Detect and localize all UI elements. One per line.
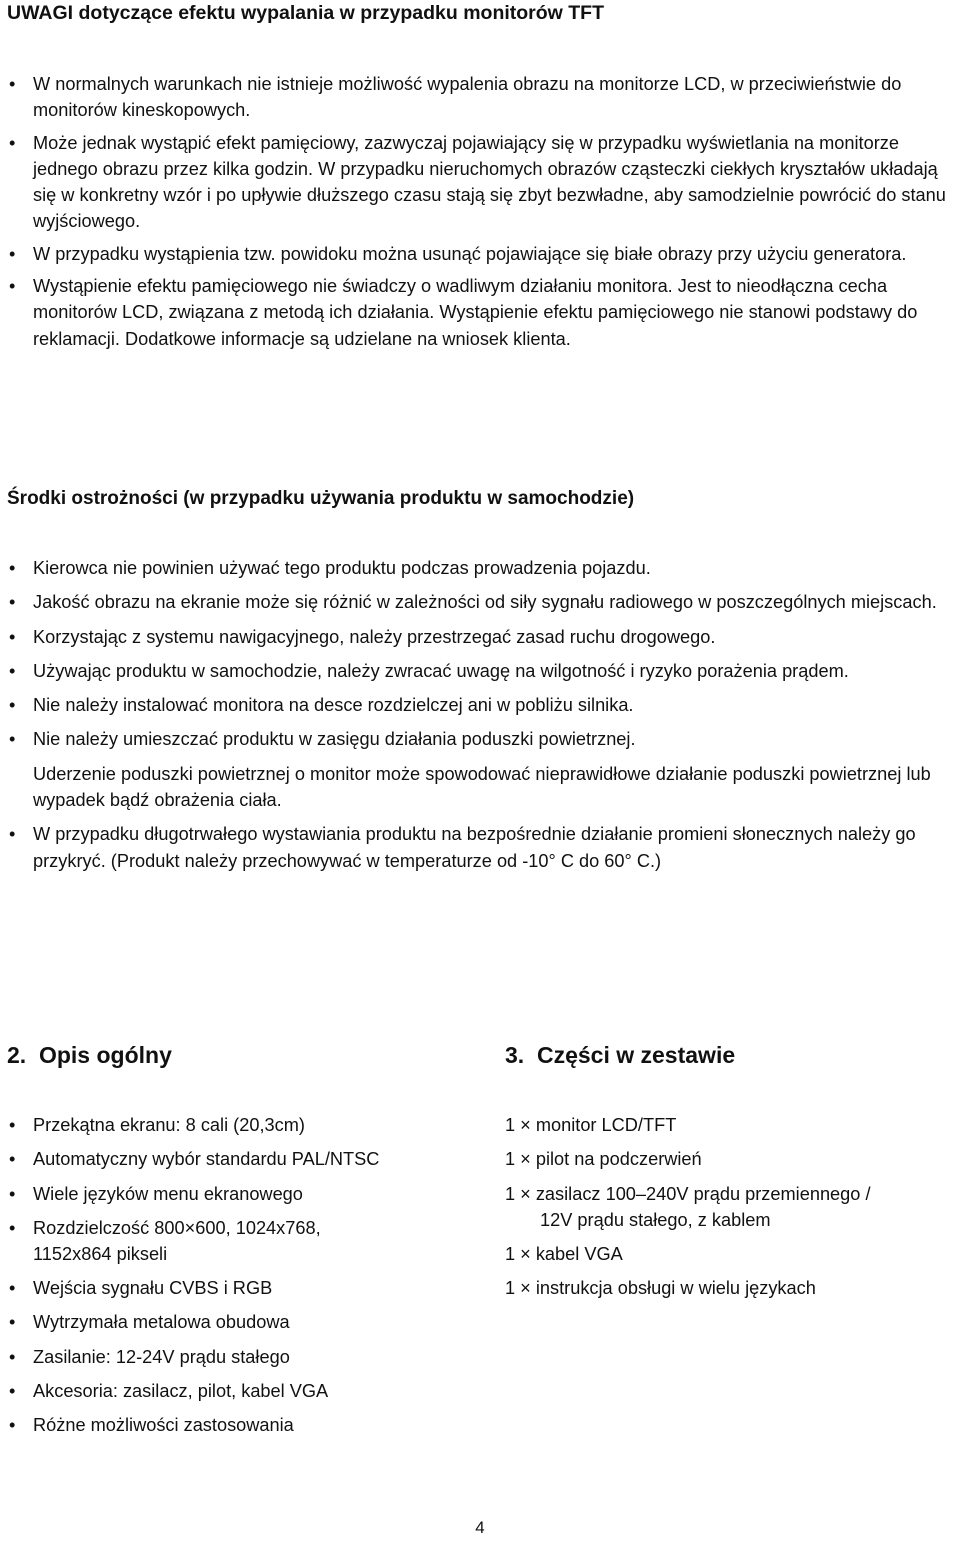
section-title-package-contents: 3. Części w zestawie [505, 1042, 736, 1068]
list-item: • Może jednak wystąpić efekt pamięciowy, zazwyczaj pojawiający się w przypadku wyświetlania na monitorze jednego obrazu przez kilka godzin. W przypadku nieruchomych obrazów cząsteczki ciekłych kryształów układają się w konkretny wzór i po upływie dłuższego czasu stają się zbyt bezwładne, aby samodzielnie powrócić do stanu wyjściowego. [7, 130, 952, 235]
list-item: 1 × instrukcja obsługi w wielu językach [505, 1278, 816, 1299]
bullet-icon: • [9, 74, 16, 94]
bullet-icon: • [9, 1149, 16, 1170]
bullet-icon: • [9, 1346, 16, 1367]
bullet-icon: • [9, 243, 16, 264]
list-item: • Przekątna ekranu: 8 cali (20,3cm) [7, 1112, 447, 1138]
list-item: • Wystąpienie efektu pamięciowego nie świadczy o wadliwym działaniu monitora. Jest to nieodłączna cecha monitorów LCD, związana z metodą ich działania. Wystąpienie efektu pamięciowego nie stanowi podstawy do reklamacji. Dodatkowe informacje są udzielane na wniosek klienta. [7, 273, 952, 352]
list-item: • Wejścia sygnału CVBS i RGB [7, 1275, 447, 1301]
bullet-icon: • [9, 626, 16, 647]
package-contents-list [505, 1112, 955, 1309]
bullet-icon: • [9, 824, 16, 845]
bullet-icon: • [9, 729, 16, 750]
list-item: • Nie należy instalować monitora na desce rozdzielczej ani w pobliżu silnika. [7, 692, 957, 718]
list-item-continuation: Uderzenie poduszki powietrznej o monitor może spowodować nieprawidłowe działanie poduszki powietrznej lub wypadek bądź obrażenia ciała. [33, 763, 931, 811]
list-item: • Używając produktu w samochodzie, należy zwracać uwagę na wilgotność i ryzyko porażenia prądem. [7, 658, 957, 684]
bullet-icon: • [9, 1115, 16, 1135]
list-item: • Różne możliwości zastosowania [7, 1412, 447, 1438]
list-item: • Kierowca nie powinien używać tego produktu podczas prowadzenia pojazdu. [7, 555, 957, 581]
bullet-icon: • [9, 1183, 16, 1204]
bullet-icon: • [9, 558, 16, 578]
list-item: • W normalnych warunkach nie istnieje możliwość wypalenia obrazu na monitorze LCD, w przeciwieństwie do monitorów kineskopowych. [7, 71, 952, 124]
list-item: • Akcesoria: zasilacz, pilot, kabel VGA [7, 1378, 447, 1404]
general-description-list [7, 1112, 447, 1447]
burn-in-notes-list [7, 71, 952, 358]
list-item: • Automatyczny wybór standardu PAL/NTSC [7, 1146, 447, 1172]
list-item: 1 × kabel VGA [505, 1243, 623, 1264]
list-item: • W przypadku długotrwałego wystawiania produktu na bezpośrednie działanie promieni słonecznych należy go przykryć. (Produkt należy przechowywać w temperaturze od -10° C do 60° C.) [7, 821, 957, 874]
bullet-icon: • [9, 1415, 16, 1436]
list-item: 1 × zasilacz 100–240V prądu przemiennego / [505, 1183, 871, 1204]
bullet-icon: • [9, 1381, 16, 1402]
list-item: 1 × pilot na podczerwień [505, 1149, 702, 1170]
list-item: • Nie należy umieszczać produktu w zasięgu działania poduszki powietrznej. [7, 726, 957, 752]
bullet-icon: • [9, 276, 16, 297]
list-item: • W przypadku wystąpienia tzw. powidoku można usunąć pojawiające się białe obrazy przy użyciu generatora. [7, 241, 952, 267]
list-item: • Zasilanie: 12-24V prądu stałego [7, 1344, 447, 1370]
list-item: • Korzystając z systemu nawigacyjnego, należy przestrzegać zasad ruchu drogowego. [7, 624, 957, 650]
list-item: • Rozdzielczość 800×600, 1024x768, 1152x864 pikseli [7, 1215, 393, 1267]
bullet-icon: • [9, 1278, 16, 1299]
list-item: • Wiele języków menu ekranowego [7, 1181, 447, 1207]
bullet-icon: • [9, 695, 16, 716]
bullet-icon: • [9, 132, 16, 153]
bullet-icon: • [9, 1312, 16, 1333]
section-title-burn-in: UWAGI dotyczące efektu wypalania w przypadku monitorów TFT [7, 2, 605, 24]
section-title-car-precautions: Środki ostrożności (w przypadku używania produktu w samochodzie) [7, 488, 635, 509]
list-item: 1 × monitor LCD/TFT [505, 1115, 677, 1135]
list-item: • Wytrzymała metalowa obudowa [7, 1309, 447, 1335]
page-number: 4 [475, 1518, 485, 1537]
list-item: • Jakość obrazu na ekranie może się różnić w zależności od siły sygnału radiowego w poszczególnych miejscach. [7, 589, 957, 615]
bullet-icon: • [9, 592, 16, 613]
car-precautions-list [7, 555, 957, 882]
section-title-general-description: 2. Opis ogólny [7, 1042, 172, 1068]
bullet-icon: • [9, 1217, 16, 1238]
list-item-continuation: 12V prądu stałego, z kablem [540, 1209, 771, 1230]
bullet-icon: • [9, 660, 16, 681]
